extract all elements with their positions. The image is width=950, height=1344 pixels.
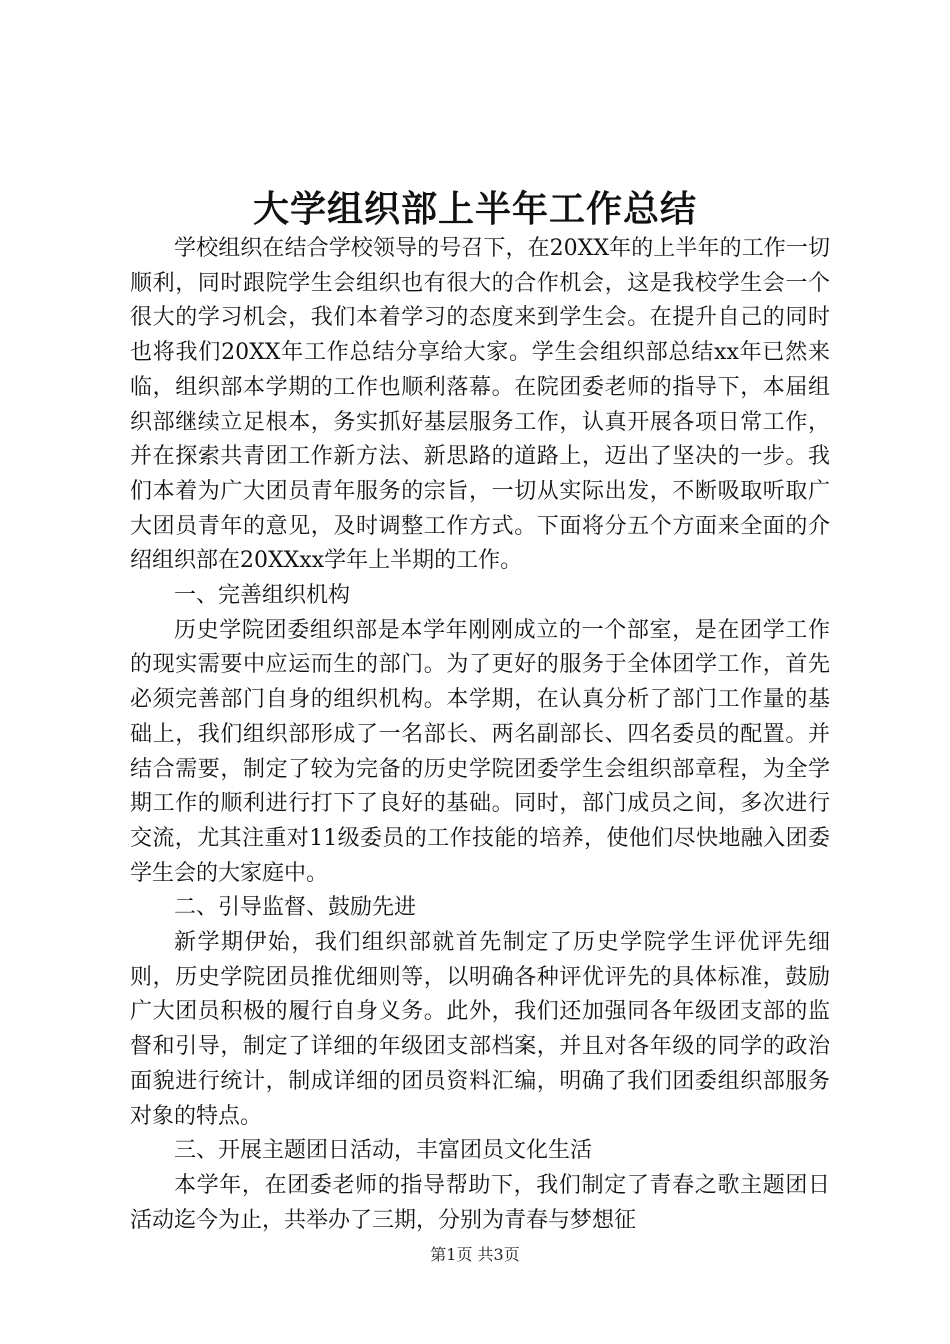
section-heading-2: 二、引导监督、鼓励先进 <box>174 895 417 921</box>
intro-paragraph: 学校组织在结合学校领导的号召下，在20XX年的上半年的工作一切顺利，同时跟院学生会组织也有很大的合作机会，这是我校学生会一个很大的学习机会，我们本着学习的态度来到学生会。在提升自己的同时也将我们20XX年工作总结分享给大家。学生会组织部总结xx年已然来临，组织部本学期的工作也顺利落幕。在院团委老师的指导下，本届组织部继续立足根本，务实抓好基层服务工作，认真开展各项日常工作，并在探索共青团工作新方法、新思路的道路上，迈出了坚决的一步。我们本着为广大团员青年服务的宗旨，一切从实际出发，不断吸取听取广大团员青年的意见，及时调整工作方式。下面将分五个方面来全面的介绍组织部在20XXxx学年上半期的工作。 <box>130 236 830 574</box>
section-heading-3: 三、开展主题团日活动，丰富团员文化生活 <box>174 1138 593 1164</box>
document-title: 大学组织部上半年工作总结 <box>252 188 697 230</box>
section-paragraph-3: 本学年，在团委老师的指导帮助下，我们制定了青春之歌主题团日活动迄今为止，共举办了三期，分别为青春与梦想征 <box>130 1172 830 1233</box>
section-paragraph-2: 新学期伊始，我们组织部就首先制定了历史学院学生评优评先细则，历史学院团员推优细则等，以明确各种评优评先的具体标准，鼓励广大团员积极的履行自身义务。此外，我们还加强同各年级团支部的监督和引导，制定了详细的年级团支部档案，并且对各年级的同学的政治面貌进行统计，制成详细的团员资料汇编，明确了我们团委组织部服务对象的特点。 <box>130 930 830 1129</box>
page-number-footer: 第1页 共3页 <box>430 1245 520 1264</box>
section-paragraph-1: 历史学院团委组织部是本学年刚刚成立的一个部室，是在团学工作的现实需要中应运而生的部门。为了更好的服务于全体团学工作，首先必须完善部门自身的组织机构。本学期，在认真分析了部门工作量的基础上，我们组织部形成了一名部长、两名副部长、四名委员的配置。并结合需要，制定了较为完备的历史学院团委学生会组织部章程，为全学期工作的顺利进行打下了良好的基础。同时，部门成员之间，多次进行交流，尤其注重对11级委员的工作技能的培养，使他们尽快地融入团委学生会的大家庭中。 <box>130 617 830 886</box>
document-body <box>130 232 830 1238</box>
section-heading-1: 一、完善组织机构 <box>174 583 351 609</box>
